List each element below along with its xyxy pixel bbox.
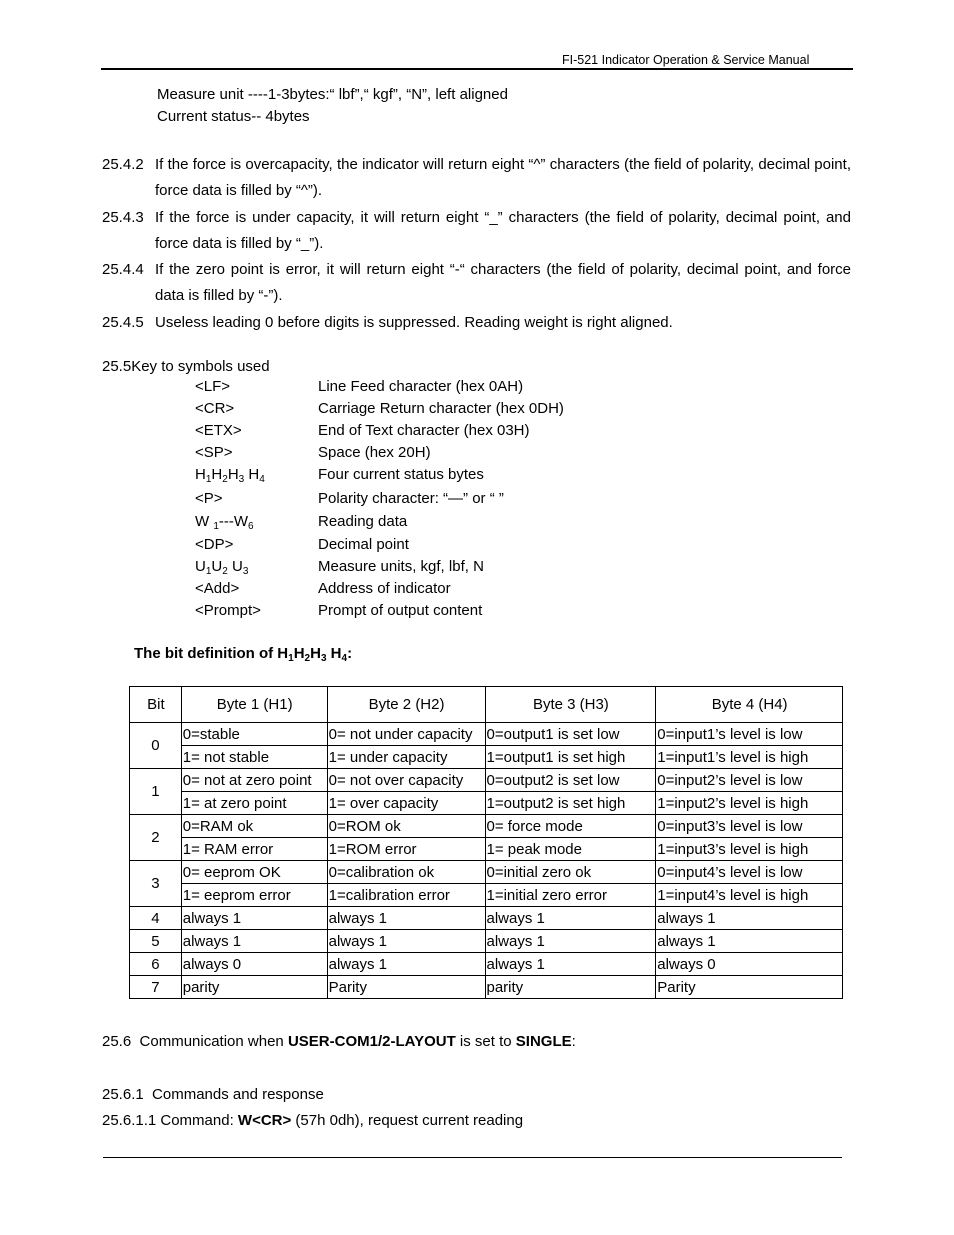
table-cell: parity <box>181 976 327 999</box>
table-cell: 0= not under capacity <box>327 723 485 746</box>
symbol-description: Carriage Return character (hex 0DH) <box>318 400 564 417</box>
table-cell: 1=input4’s level is high <box>656 884 843 907</box>
table-cell: 0=ROM ok <box>327 815 485 838</box>
item-text: If the force is overcapacity, the indicator will return eight “^” characters (the field of polarity, decimal point, force data is filled by “^”). <box>155 156 851 199</box>
symbol: <DP> <box>195 536 234 553</box>
table-row <box>130 861 843 884</box>
table-cell: always 1 <box>485 930 656 953</box>
table-cell: 0=output1 is set low <box>485 723 656 746</box>
table-row <box>130 930 843 953</box>
table-cell: 0=RAM ok <box>181 815 327 838</box>
symbol: <SP> <box>195 444 233 461</box>
table-cell: always 1 <box>327 930 485 953</box>
column-header: Byte 4 (H4) <box>656 687 843 723</box>
bit-number: 0 <box>130 723 182 769</box>
table-cell: always 1 <box>656 907 843 930</box>
symbol: <CR> <box>195 400 235 417</box>
table-row <box>130 746 843 769</box>
table-cell: 0= eeprom OK <box>181 861 327 884</box>
key-section-heading: 25.5Key to symbols used <box>102 358 270 375</box>
table-row <box>130 976 843 999</box>
symbol: <Add> <box>195 580 240 597</box>
table-cell: 0= force mode <box>485 815 656 838</box>
table-cell: 1= peak mode <box>485 838 656 861</box>
bit-number: 1 <box>130 769 182 815</box>
table-cell: 1=ROM error <box>327 838 485 861</box>
table-cell: always 0 <box>181 953 327 976</box>
symbol: <LF> <box>195 378 231 395</box>
table-cell: 0=input4’s level is low <box>656 861 843 884</box>
table-cell: 1= at zero point <box>181 792 327 815</box>
table-cell: always 1 <box>485 907 656 930</box>
footer-rule <box>103 1157 842 1158</box>
table-cell: 1=input3’s level is high <box>656 838 843 861</box>
column-header: Bit <box>130 687 182 723</box>
symbol-description: Measure units, kgf, lbf, N <box>318 558 484 575</box>
table-cell: parity <box>485 976 656 999</box>
table-cell: 0=initial zero ok <box>485 861 656 884</box>
intro-current-status: Current status-- 4bytes <box>157 108 310 125</box>
item-text: If the zero point is error, it will return eight “-“ characters (the field of polarity, decimal point, and force data is filled by “-”). <box>155 261 851 304</box>
table-row <box>130 723 843 746</box>
table-row <box>130 815 843 838</box>
table-cell: 0= not over capacity <box>327 769 485 792</box>
item-number: 25.4.3 <box>102 209 144 226</box>
bit-number: 5 <box>130 930 182 953</box>
table-cell: always 1 <box>327 953 485 976</box>
symbol: $U_1U_2$ $U_3$ <box>195 558 249 577</box>
header-title: FI-521 Indicator Operation & Service Manual <box>562 53 810 67</box>
symbol-description: Reading data <box>318 513 408 530</box>
bit-number: 2 <box>130 815 182 861</box>
symbol: <P> <box>195 490 223 507</box>
symbol-description: Space (hex 20H) <box>318 444 431 461</box>
table-cell: Parity <box>656 976 843 999</box>
bit-number: 3 <box>130 861 182 907</box>
symbol-description: Prompt of output content <box>318 602 483 619</box>
symbol-description: Address of indicator <box>318 580 451 597</box>
symbol-description: Four current status bytes <box>318 466 484 483</box>
symbol: W $_1---W_6$ <box>195 513 254 532</box>
table-cell: 0=stable <box>181 723 327 746</box>
section-25-6-1-1-command: 25.6.1.1 Command: W<CR> (57h 0dh), request current reading <box>102 1112 524 1129</box>
item-text: Useless leading 0 before digits is suppressed. Reading weight is right aligned. <box>155 314 673 331</box>
table-cell: 1= RAM error <box>181 838 327 861</box>
bit-number: 7 <box>130 976 182 999</box>
table-cell: 1=output1 is set high <box>485 746 656 769</box>
symbol-description: Line Feed character (hex 0AH) <box>318 378 524 395</box>
table-row <box>130 792 843 815</box>
symbol-description: End of Text character (hex 03H) <box>318 422 530 439</box>
bit-number: 6 <box>130 953 182 976</box>
table-row <box>130 884 843 907</box>
table-cell: 1=input2’s level is high <box>656 792 843 815</box>
item-25-4-5 <box>102 310 851 336</box>
table-cell: always 1 <box>327 907 485 930</box>
section-25-6-1-heading: 25.6.1 Commands and response <box>102 1086 324 1103</box>
table-cell: 1= not stable <box>181 746 327 769</box>
section-25-6-heading: 25.6 Communication when USER-COM1/2-LAYOUT is set to SINGLE: <box>102 1033 576 1050</box>
table-cell: 0=input2’s level is low <box>656 769 843 792</box>
table-cell: 1=output2 is set high <box>485 792 656 815</box>
symbol: <ETX> <box>195 422 242 439</box>
table-row <box>130 907 843 930</box>
bit-definition-table <box>129 686 843 999</box>
column-header: Byte 1 (H1) <box>181 687 327 723</box>
symbol-description: Polarity character: “—” or “ ” <box>318 490 504 507</box>
table-cell: 0=input3’s level is low <box>656 815 843 838</box>
item-25-4-2 <box>102 152 851 204</box>
table-cell: 1=input1’s level is high <box>656 746 843 769</box>
symbol-description: Decimal point <box>318 536 409 553</box>
intro-measure-unit: Measure unit ----1-3bytes:“ lbf”,“ kgf”, “N”, left aligned <box>157 86 508 103</box>
table-cell: always 1 <box>181 930 327 953</box>
table-cell: 1= over capacity <box>327 792 485 815</box>
table-row <box>130 838 843 861</box>
item-25-4-3 <box>102 205 851 257</box>
item-25-4-4 <box>102 257 851 309</box>
table-cell: 1= under capacity <box>327 746 485 769</box>
table-cell: 1= eeprom error <box>181 884 327 907</box>
table-cell: always 1 <box>485 953 656 976</box>
header-rule <box>101 68 853 70</box>
table-cell: 1=initial zero error <box>485 884 656 907</box>
item-number: 25.4.2 <box>102 156 144 173</box>
bit-number: 4 <box>130 907 182 930</box>
column-header: Byte 2 (H2) <box>327 687 485 723</box>
table-row <box>130 769 843 792</box>
table-cell: 0= not at zero point <box>181 769 327 792</box>
table-header-row <box>130 687 843 723</box>
symbol: $H_1H_2H_3$ $H_4$ <box>195 466 265 485</box>
table-cell: always 1 <box>656 930 843 953</box>
column-header: Byte 3 (H3) <box>485 687 656 723</box>
item-number: 25.4.4 <box>102 261 144 278</box>
table-cell: always 0 <box>656 953 843 976</box>
table-cell: always 1 <box>181 907 327 930</box>
table-cell: 0=output2 is set low <box>485 769 656 792</box>
table-cell: Parity <box>327 976 485 999</box>
bit-definition-title: The bit definition of $H_1H_2H_3$ $H_4$: <box>134 645 353 664</box>
table-row <box>130 953 843 976</box>
table-cell: 0=input1’s level is low <box>656 723 843 746</box>
table-cell: 1=calibration error <box>327 884 485 907</box>
table-cell: 0=calibration ok <box>327 861 485 884</box>
item-text: If the force is under capacity, it will return eight “_” characters (the field of polarity, decimal point, and force data is filled by “_”). <box>155 209 851 252</box>
item-number: 25.4.5 <box>102 314 144 331</box>
symbol: <Prompt> <box>195 602 261 619</box>
